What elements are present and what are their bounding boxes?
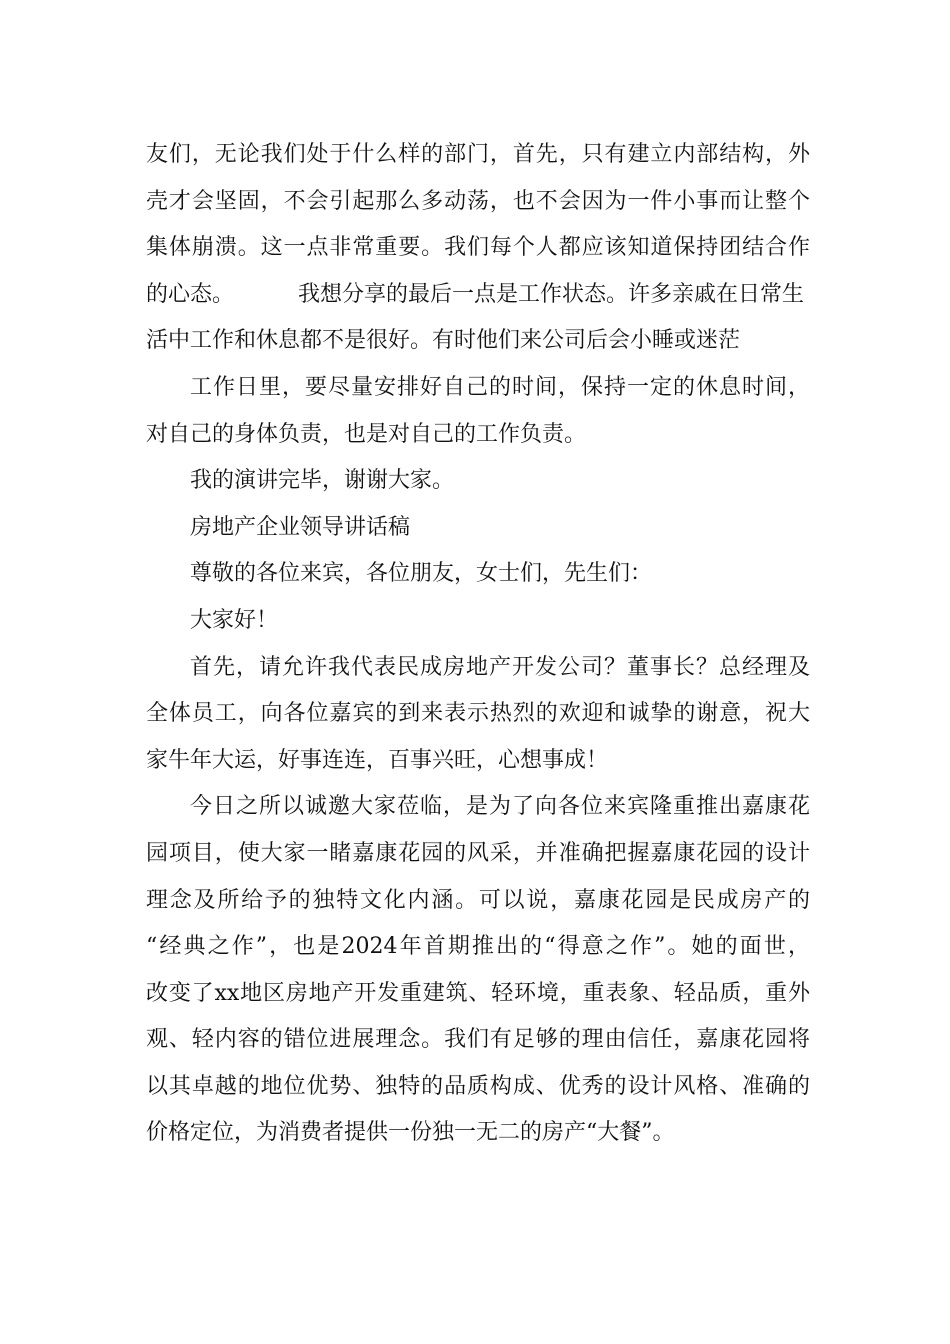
text-line: 友们，无论我们处于什么样的部门，首先，只有建立内部结构，外 <box>146 142 810 167</box>
text-line: 今日之所以诚邀大家莅临，是为了向各位来宾隆重推出嘉康花 <box>190 794 810 820</box>
text-line: 家牛年大运，好事连连，百事兴旺，心想事成！ <box>146 747 609 773</box>
text-line <box>146 272 810 319</box>
text-line: 观、轻内容的错位进展理念。我们有足够的理由信任，嘉康花园将 <box>146 1027 810 1053</box>
text-line: 改变了xx地区房地产开发重建筑、轻环境，重表象、轻品质，重外 <box>146 980 810 1006</box>
text-fragment: 的心态。 <box>146 281 235 307</box>
heading-line: 房地产企业领导讲话稿 <box>190 514 411 540</box>
text-line: 壳才会坚固，不会引起那么多动荡，也不会因为一件小事而让整个 <box>146 188 810 214</box>
text-line: 集体崩溃。这一点非常重要。我们每个人都应该知道保持团结合作 <box>146 235 810 261</box>
text-line: 全体员工，向各位嘉宾的到来表示热烈的欢迎和诚挚的谢意，祝大 <box>146 701 810 727</box>
text-line: 我的演讲完毕，谢谢大家。 <box>190 468 455 494</box>
text-line: 价格定位，为消费者提供一份独一无二的房产“大餐”。 <box>146 1120 675 1146</box>
text-line: 工作日里，要尽量安排好自己的时间，保持一定的休息时间， <box>190 374 810 400</box>
text-fragment: 我想分享的最后一点是工作状态。许多亲戚在日常生 <box>298 281 805 307</box>
text-line: 理念及所给予的独特文化内涵。可以说，嘉康花园是民成房产的 <box>146 887 810 913</box>
text-line: 活中工作和休息都不是很好。有时他们来公司后会小睡或迷茫 <box>146 328 741 354</box>
text-line: 尊敬的各位来宾，各位朋友，女士们，先生们： <box>190 561 653 587</box>
text-line: “经典之作”，也是2024年首期推出的“得意之作”。她的面世， <box>146 934 810 960</box>
text-line: 大家好！ <box>190 607 279 633</box>
text-line: 首先，请允许我代表民成房地产开发公司？董事长？总经理及 <box>190 654 810 680</box>
text-line: 以其卓越的地位优势、独特的品质构成、优秀的设计风格、准确的 <box>146 1073 810 1099</box>
text-line: 园项目，使大家一睹嘉康花园的风采，并准确把握嘉康花园的设计 <box>146 840 810 866</box>
text-line: 对自己的身体负责，也是对自己的工作负责。 <box>146 421 587 447</box>
document-body <box>146 132 810 1157</box>
